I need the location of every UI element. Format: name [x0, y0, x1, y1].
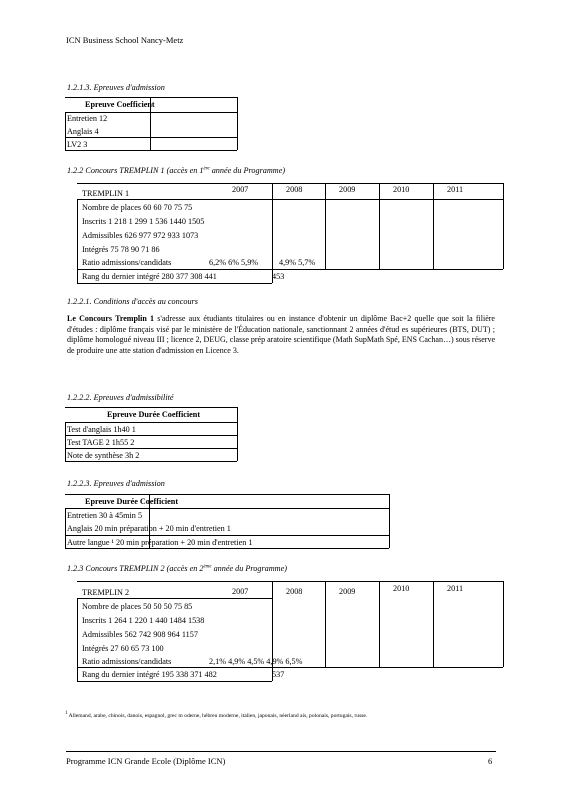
ratio-values: 6,2% 6% 5,9%: [209, 258, 259, 267]
section-heading-tremplin2: 1.2.3 Concours TREMPLIN 2 (accès en 2ème année du Programme): [67, 564, 287, 573]
year-header: 2008: [286, 587, 303, 596]
table-row: Admissibles 562 742 908 964 1157: [82, 630, 198, 639]
table-row: Admissibles 626 977 972 933 1073: [82, 231, 199, 240]
table-row: Anglais 4: [67, 127, 99, 136]
year-header: 2008: [286, 185, 303, 194]
section-heading-conditions: 1.2.2.1. Conditions d'accès au concours: [67, 297, 198, 306]
table-row: Nombre de places 50 50 50 75 85: [82, 602, 193, 611]
table-row: Intégrés 27 60 65 73 100: [82, 644, 164, 653]
table-label: TREMPLIN 2: [82, 588, 130, 597]
table-row: Inscrits 1 218 1 299 1 536 1440 1505: [82, 217, 205, 226]
document-header: ICN Business School Nancy-Metz: [66, 35, 184, 45]
section-heading-admission: 1.2.1.3. Epreuves d'admission: [67, 83, 165, 92]
table-row: Anglais 20 min préparation + 20 min d'entretien 1: [67, 524, 231, 533]
ratio-values: 4,9% 5,7%: [279, 258, 316, 267]
table-header: Epreuve Durée Coefficient: [85, 497, 179, 506]
table-row: Rang du dernier intégré 280 377 308 441: [82, 272, 217, 281]
section-heading-tremplin1: 1.2.2 Concours TREMPLIN 1 (accès en 1ère année du Programme): [67, 166, 286, 175]
conditions-paragraph: Le Concours Tremplin 1 s'adresse aux étudiants titulaires ou en instance d'obtenir un diplôme Bac+2 quelle que soit la filière d'études : diplôme français visé par le ministère de l'Éducation nationale, sanctionnant 2 années d'étud es supérieures (BTS, DUT) ; diplôme homologué niveau III ; licence 2, DEUG, classe prép aratoire scientifique (Math SupMath Spé, ENS Cachan…) sous réserve de produire une atte station d'admission en Licence 3.: [67, 314, 495, 355]
year-header: 2009: [339, 587, 356, 596]
section-heading-admission-2: 1.2.2.3. Epreuves d'admission: [67, 479, 165, 488]
ratio-values: 2,1% 4,9% 4,5% 4,9% 6,5%: [209, 657, 303, 666]
table-row: Entretien 12: [67, 114, 108, 123]
table-row: Autre langue ¹ 20 min préparation + 20 min d'entretien 1: [67, 538, 253, 547]
table-row: Inscrits 1 264 1 220 1 440 1484 1538: [82, 616, 205, 625]
table-row: Note de synthèse 3h 2: [67, 451, 140, 460]
table-row: Test d'anglais 1h40 1: [67, 425, 136, 434]
year-header: 2007: [232, 185, 249, 194]
table-row: Test TAGE 2 1h55 2: [67, 438, 135, 447]
year-header: 2010: [393, 584, 410, 593]
table-row: Ratio admissions/candidats: [82, 258, 172, 267]
rang-value: 453: [272, 272, 285, 281]
page-number: 6: [488, 756, 493, 766]
year-header: 2007: [232, 587, 249, 596]
rang-value: 537: [272, 670, 285, 679]
table-header: Epreuve Durée Coefficient: [107, 410, 201, 419]
footer-title: Programme ICN Grande Ecole (Diplôme ICN): [66, 756, 226, 766]
footnote: $^1$ Allemand, arabe, chinois, danois, espagnol, grec m oderne, hébreu moderne, italien, japonais, néerland ais, polonais, portugais, russe.: [65, 711, 368, 719]
table-row: Ratio admissions/candidats: [82, 657, 172, 666]
year-header: 2011: [447, 584, 464, 593]
table-row: LV2 3: [67, 140, 88, 149]
section-heading-admissibilite: 1.2.2.2. Epreuves d'admissibilité: [67, 393, 174, 402]
year-header: 2009: [339, 185, 356, 194]
table-header: Epreuve Coefficient: [85, 100, 155, 109]
table-row: Entretien 30 à 45min 5: [67, 511, 143, 520]
table-row: Intégrés 75 78 90 71 86: [82, 245, 160, 254]
year-header: 2011: [447, 185, 464, 194]
table-row: Nombre de places 60 60 70 75 75: [82, 203, 193, 212]
year-header: 2010: [393, 185, 410, 194]
table-row: Rang du dernier intégré 195 338 371 482: [82, 670, 217, 679]
table-label: TREMPLIN 1: [82, 189, 130, 198]
